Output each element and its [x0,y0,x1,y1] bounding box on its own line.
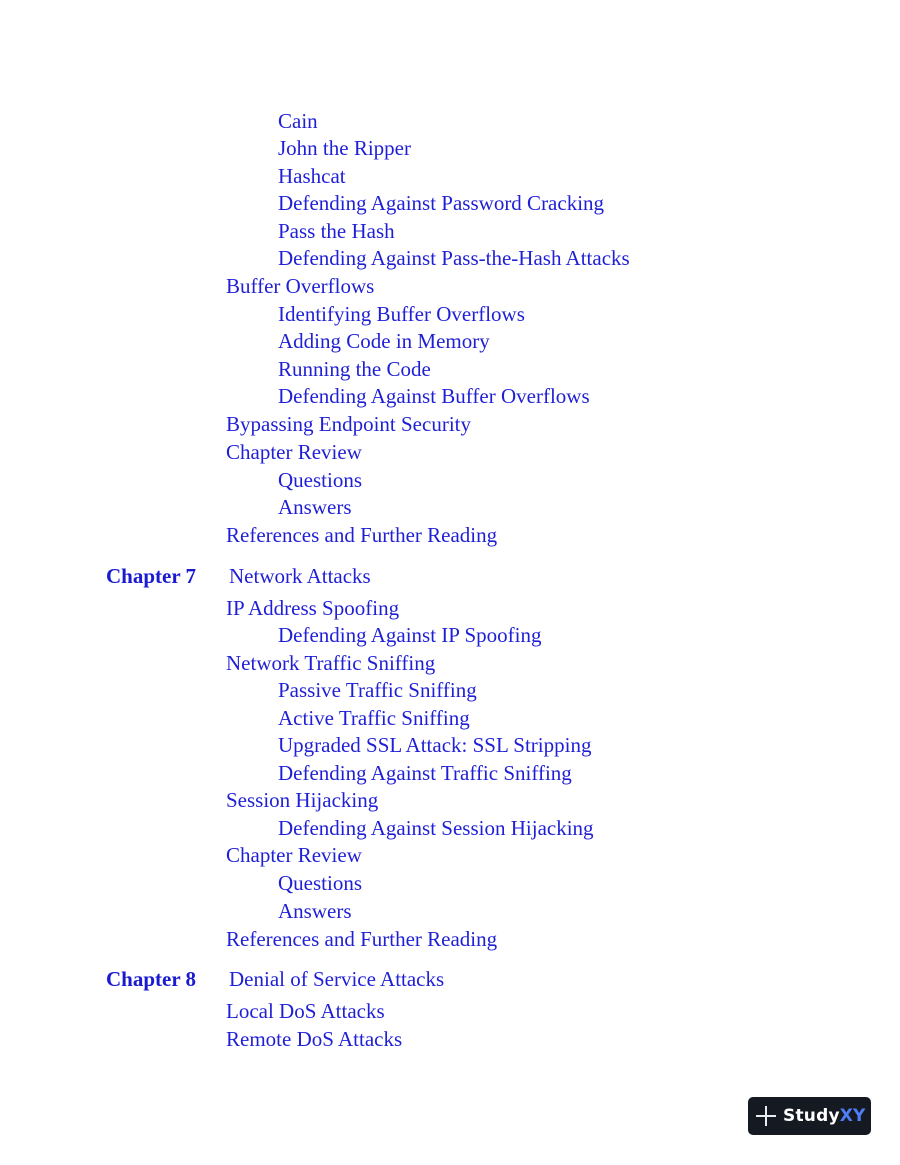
toc-entry-ip-address-spoofing[interactable]: IP Address Spoofing [226,596,400,620]
toc-entry-buffer-overflows[interactable]: Buffer Overflows [226,274,375,298]
toc-entry-questions[interactable]: Questions [278,468,362,492]
toc-entry-chapter-review[interactable]: Chapter Review [226,843,362,867]
toc-entry-defending-ip-spoofing[interactable]: Defending Against IP Spoofing [278,623,542,647]
studyxy-watermark-badge [748,1097,871,1135]
toc-entry-hashcat[interactable]: Hashcat [278,164,346,188]
toc-entry-references[interactable]: References and Further Reading [226,523,498,547]
toc-entry-running-the-code[interactable]: Running the Code [278,357,431,381]
toc-entry-cain[interactable]: Cain [278,109,318,133]
toc-entry-chapter-review[interactable]: Chapter Review [226,440,362,464]
toc-entry-defending-buffer-overflows[interactable]: Defending Against Buffer Overflows [278,384,590,408]
toc-entry-references[interactable]: References and Further Reading [226,927,498,951]
toc-entry-session-hijacking[interactable]: Session Hijacking [226,788,379,812]
chapter-number: Chapter 7 [106,564,197,588]
toc-entry-ssl-stripping[interactable]: Upgraded SSL Attack: SSL Stripping [278,733,592,757]
plus-icon [756,1106,776,1126]
toc-entry-local-dos-attacks[interactable]: Local DoS Attacks [226,999,385,1023]
chapter-title[interactable]: Denial of Service Attacks [229,967,445,991]
toc-entry-defending-traffic-sniffing[interactable]: Defending Against Traffic Sniffing [278,761,572,785]
toc-entry-bypassing-endpoint-security[interactable]: Bypassing Endpoint Security [226,412,471,436]
toc-entry-network-traffic-sniffing[interactable]: Network Traffic Sniffing [226,651,436,675]
chapter-number: Chapter 8 [106,967,197,991]
toc-entry-answers[interactable]: Answers [278,899,352,923]
toc-entry-answers[interactable]: Answers [278,495,352,519]
toc-entry-passive-traffic-sniffing[interactable]: Passive Traffic Sniffing [278,678,477,702]
toc-entry-identifying-buffer-overflows[interactable]: Identifying Buffer Overflows [278,302,525,326]
toc-entry-questions[interactable]: Questions [278,871,362,895]
toc-entry-active-traffic-sniffing[interactable]: Active Traffic Sniffing [278,706,470,730]
toc-entry-adding-code-in-memory[interactable]: Adding Code in Memory [278,329,490,353]
toc-entry-defending-pass-the-hash[interactable]: Defending Against Pass-the-Hash Attacks [278,246,630,270]
toc-entry-defending-password-cracking[interactable]: Defending Against Password Cracking [278,191,605,215]
toc-entry-john-the-ripper[interactable]: John the Ripper [278,136,411,160]
toc-entry-pass-the-hash[interactable]: Pass the Hash [278,219,395,243]
chapter-title[interactable]: Network Attacks [229,564,371,588]
toc-entry-remote-dos-attacks[interactable]: Remote DoS Attacks [226,1027,403,1051]
studyxy-logo-text: StudyXY [783,1106,866,1126]
toc-entry-defending-session-hijacking[interactable]: Defending Against Session Hijacking [278,816,594,840]
